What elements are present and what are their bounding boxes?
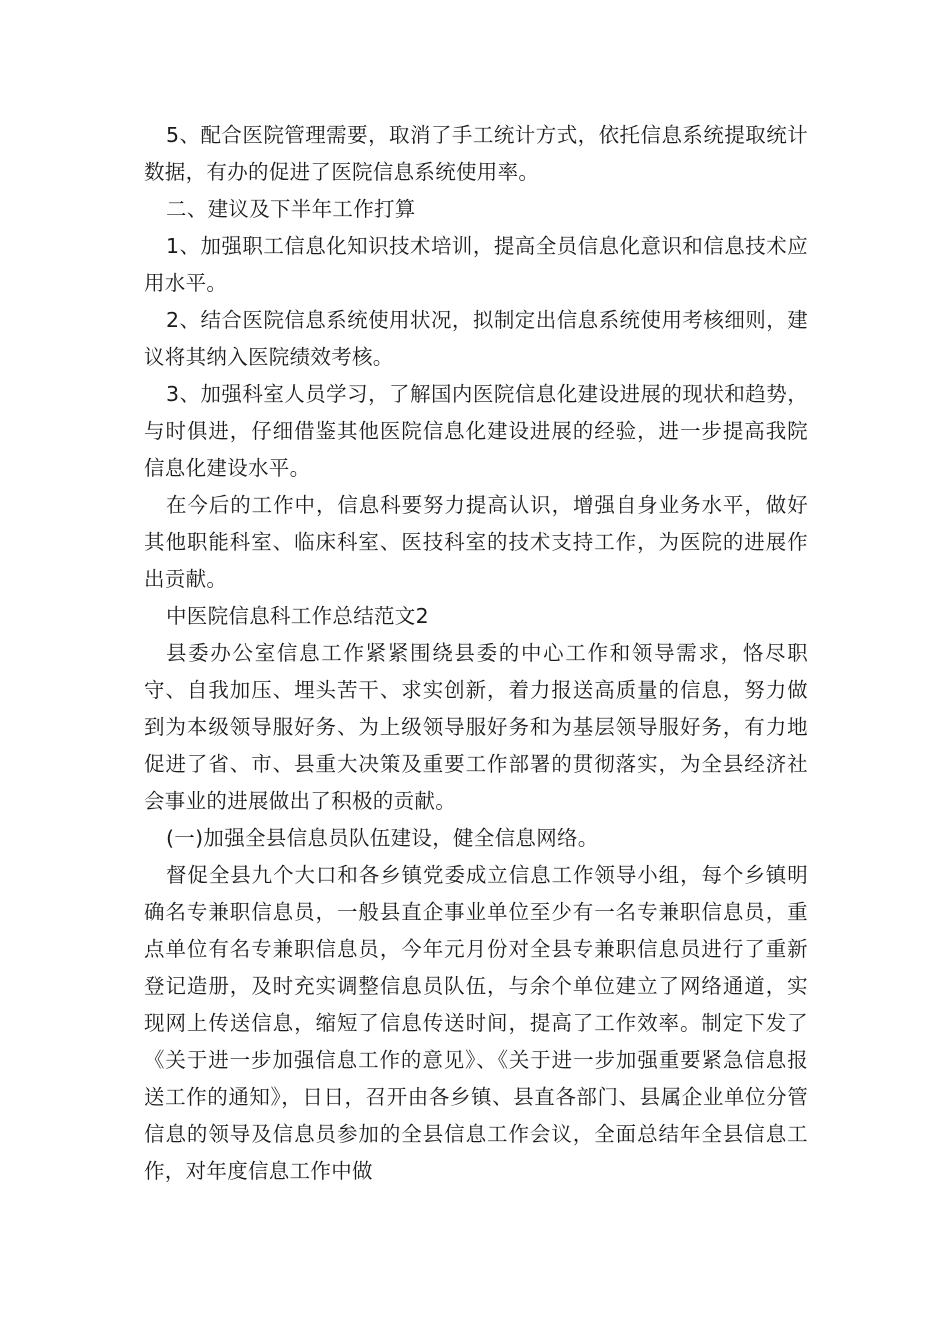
subsection-heading-1: (一)加强全县信息员队伍建设，健全信息网络。: [166, 826, 599, 850]
paragraph-suggestion-3: 3、加强科室人员学习，了解国内医院信息化建设进展的现状和趋势，与时俱进，仔细借鉴其他医院信息化建设进展的经验，进一步提高我院信息化建设水平。: [144, 382, 808, 480]
document-body: [144, 117, 808, 1190]
paragraph-intro: 县委办公室信息工作紧紧围绕县委的中心工作和领导需求，恪尽职守、自我加压、埋头苦干、求实创新，着力报送高质量的信息，努力做到为本级领导服好务、为上级领导服好务和为基层领导服好务，有力地促进了省、市、县重大决策及重要工作部署的贯彻落实，为全县经济社会事业的进展做出了积极的贡献。: [144, 641, 808, 813]
paragraph-conclusion: 在今后的工作中，信息科要努力提高认识，增强自身业务水平，做好其他职能科室、临床科室、医技科室的技术支持工作，为医院的进展作出贡献。: [144, 493, 808, 591]
paragraph-network-building: 督促全县九个大口和各乡镇党委成立信息工作领导小组，每个乡镇明确名专兼职信息员，一般县直企事业单位至少有一名专兼职信息员，重点单位有名专兼职信息员，今年元月份对全县专兼职信息员进行了重新登记造册，及时充实调整信息员队伍，与余个单位建立了网络通道，实现网上传送信息，缩短了信息传送时间，提高了工作效率。制定下发了《关于进一步加强信息工作的意见》、《关于进一步加强重要紧急信息报送工作的通知》，日日，召开由各乡镇、县直各部门、县属企业单位分管信息的领导及信息员参加的全县信息工作会议，全面总结年全县信息工作，对年度信息工作中做: [144, 863, 808, 1183]
section-title-sample-2: 中医院信息科工作总结范文2: [166, 604, 429, 628]
paragraph-suggestion-1: 1、加强职工信息化知识技术培训，提高全员信息化意识和信息技术应用水平。: [144, 234, 808, 295]
paragraph-item-5: 5、配合医院管理需要，取消了手工统计方式，依托信息系统提取统计数据，有办的促进了医院信息系统使用率。: [144, 123, 808, 184]
section-heading-suggestions: 二、建议及下半年工作打算: [166, 197, 416, 221]
paragraph-suggestion-2: 2、结合医院信息系统使用状况，拟制定出信息系统使用考核细则，建议将其纳入医院绩效考核。: [144, 308, 808, 369]
